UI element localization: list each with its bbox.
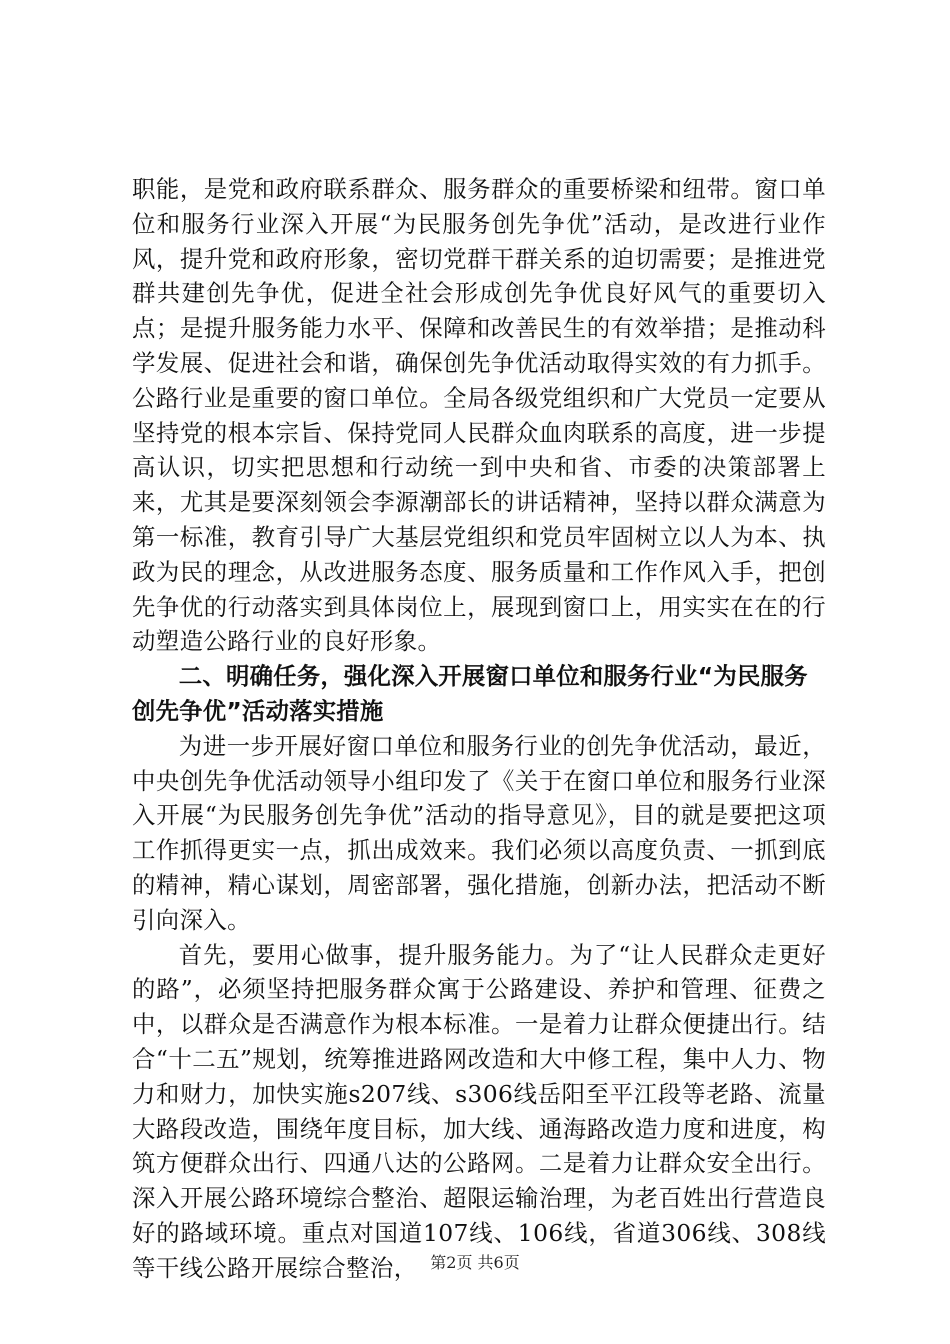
section-heading: 二、明确任务，强化深入开展窗口单位和服务行业“为民服务创先争优”活动落实措施 (132, 662, 808, 725)
paragraph-body: 首先，要用心做事，提升服务能力。为了“让人民群众走更好的路”，必须坚持把服务群众寓于公路建设、养护和管理、征费之中，以群众是否满意作为根本标准。一是着力让群众便捷出行。结合“十二五”规划，统筹推进路网改造和大中修工程，集中人力、物力和财力，加快实施s207线、s306线岳阳至平江段等老路、流量大路段改造，围绕年度目标，加大线、通海路改造力度和进度，构筑方便群众出行、四通八达的公路网。二是着力让群众安全出行。深入开展公路环境综合整治、超限运输治理，为老百姓出行营造良好的路域环境。重点对国道107线、106线，省道306线、308线等干线公路开展综合整治， (132, 940, 826, 1282)
paragraph-continuation: 职能，是党和政府联系群众、服务群众的重要桥梁和纽带。窗口单位和服务行业深入开展“为民服务创先争优”活动，是改进行业作风，提升党和政府形象，密切党群干群关系的迫切需要；是推进党群共建创先争优，促进全社会形成创先争优良好风气的重要切入点；是提升服务能力水平、保障和改善民生的有效举措；是推动科学发展、促进社会和谐，确保创先争优活动取得实效的有力抓手。公路行业是重要的窗口单位。全局各级党组织和广大党员一定要从坚持党的根本宗旨、保持党同人民群众血肉联系的高度，进一步提高认识，切实把思想和行动统一到中央和省、市委的决策部署上来，尤其是要深刻领会李源潮部长的讲话精神，坚持以群众满意为第一标准，教育引导广大基层党组织和党员牢固树立以人为本、执政为民的理念，从改进服务态度、服务质量和工作作风入手，把创先争优的行动落实到具体岗位上，展现到窗口上，用实实在在的行动塑造公路行业的良好形象。 (132, 175, 826, 656)
paragraph-body: 为进一步开展好窗口单位和服务行业的创先争优活动，最近，中央创先争优活动领导小组印发了《关于在窗口单位和服务行业深入开展“为民服务创先争优”活动的指导意见》，目的就是要把这项工作抓得更实一点，抓出成效来。我们必须以高度负责、一抓到底的精神，精心谋划，周密部署，强化措施，创新办法，把活动不断引向深入。 (132, 731, 826, 934)
page-footer: 第2页 共6页 (430, 1253, 520, 1272)
document-body (132, 172, 826, 1286)
